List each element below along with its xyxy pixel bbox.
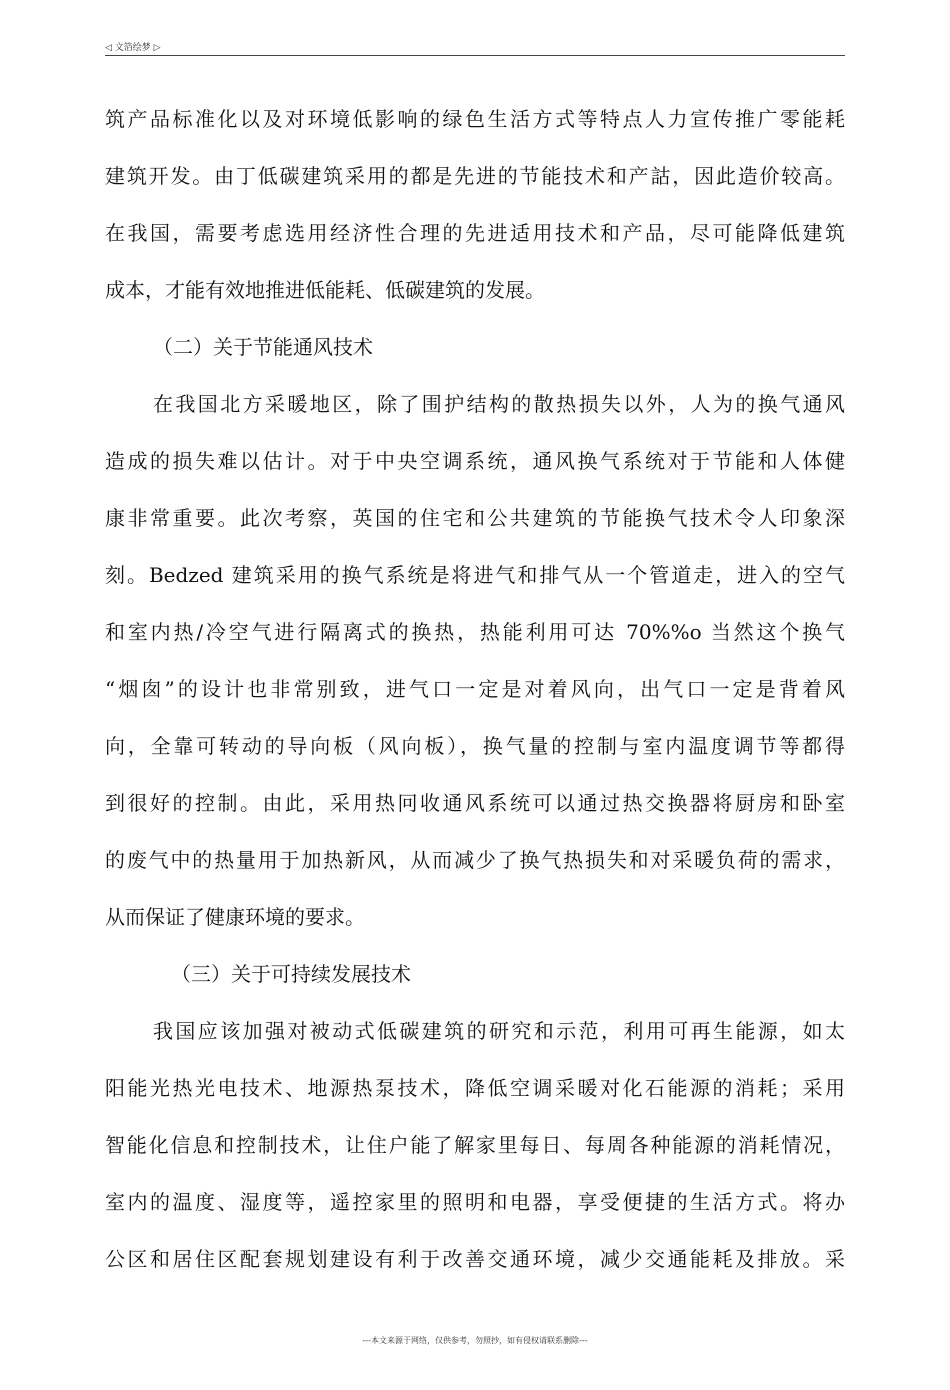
section-heading-3: （三）关于可持续发展技术 — [171, 962, 411, 986]
body-line: 和室内热/冷空气进行隔离式的换热，热能利用可达 70%%o 当然这个换气 — [105, 620, 845, 644]
body-line: 从而保证了健康环境的要求。 — [105, 905, 365, 929]
body-line: 刻。Bedzed 建筑采用的换气系统是将进气和排气从一个管道走，进入的空气 — [105, 563, 845, 587]
body-line: 到很好的控制。由此，采用热冋收通风系统可以通过热交换器将厨房和卧室 — [105, 791, 845, 815]
body-line: 在我国，需要考虑选用经济性合理的先进适用技术和产品，尽可能降低建筑 — [105, 221, 845, 245]
body-line: 公区和居住区配套规划建设有利于改善交通环境，减少交通能耗及排放。采 — [105, 1247, 845, 1271]
page-footer: ---本文来源于网络，仅供参考，勿照抄，如有侵权请联系删除--- — [362, 1336, 588, 1345]
body-line: 阳能光热光电技术、地源热泵技术，降低空调采暖对化石能源的消耗；采用 — [105, 1076, 845, 1100]
body-line: 筑产品标准化以及对环境低影响的绿色生活方式等特点人力宣传推广零能耗 — [105, 107, 845, 131]
body-line: 智能化信息和控制技术，让住户能了解家里每日、每周各种能源的消耗情况， — [105, 1133, 845, 1157]
body-line: 我国应该加强对被动式低碳建筑的研究和示范，利用可再生能源，如太 — [153, 1019, 845, 1043]
section-heading-2: （二）关于节能通风技术 — [153, 335, 373, 359]
body-line: 康非常重要。此次考察，英国的住宅和公共建筑的节能换气技术令人印象深 — [105, 506, 845, 530]
page-header — [105, 38, 845, 56]
body-line: 成本，才能有效地推进低能耗、低碳建筑的发展。 — [105, 278, 545, 302]
header-text: ◁ 文箔绘梦 ▷ — [105, 43, 161, 53]
body-line: 在我国北方采暖地区，除了围护结构的散热损失以外，人为的换气通风 — [153, 392, 845, 416]
body-line: 建筑开发。由丁低碳建筑采用的都是先进的节能技术和产詁，因此造价较高。 — [105, 164, 845, 188]
document-body — [105, 104, 845, 1301]
body-line: 室内的温度、湿度等，遥控家里的照明和电器，享受便捷的生活方式。将办 — [105, 1190, 845, 1214]
header-divider — [105, 55, 845, 56]
body-line: 的废气中的热量用于加热新风，从而减少了换气热损失和对采暖负荷的需求， — [105, 848, 845, 872]
body-line: “烟囱”的设计也非常别致，进气口一定是对着风向，出气口一定是背着风 — [105, 677, 845, 701]
body-line: 造成的损失难以估计。对于中央空调系统，通风换气系统对于节能和人体健 — [105, 449, 845, 473]
body-line: 向，全靠可转动的导向板（风向板），换气量的控制与室内温度调节等都得 — [105, 734, 845, 758]
